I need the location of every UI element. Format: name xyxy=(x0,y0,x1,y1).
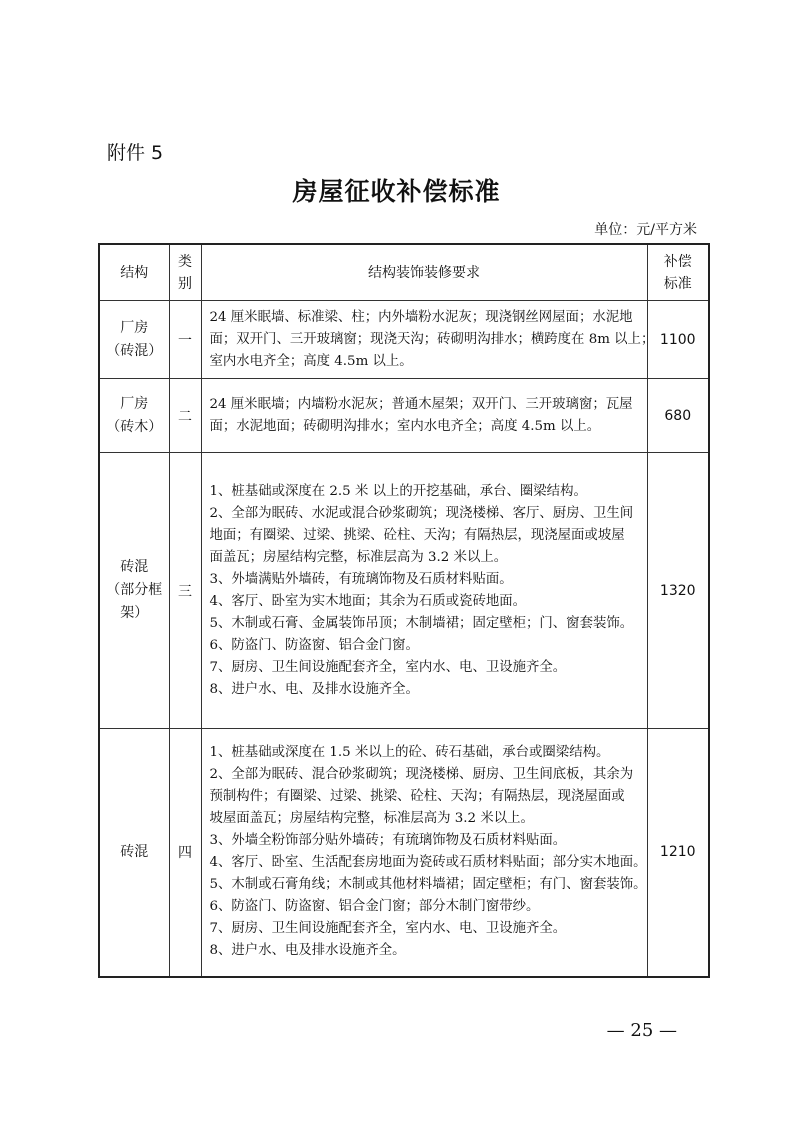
requirement-line: 面；水泥地面；砖砌明沟排水；室内水电齐全；高度 4.5m 以上。 xyxy=(209,418,601,434)
structure-line: 厂房 xyxy=(120,319,149,336)
compensation-table xyxy=(98,243,710,978)
header-category xyxy=(169,244,201,301)
structure-cell xyxy=(99,379,169,453)
requirement-line: 5、木制或石膏角线；木制或其他材料墙裙；固定壁柜；有门、窗套装饰。 xyxy=(209,877,647,893)
header-compensation-line: 标准 xyxy=(663,275,692,292)
requirement-line: 5、木制或石膏、金属装饰吊顶；木制墙裙；固定壁柜；门、窗套装饰。 xyxy=(209,615,634,631)
header-structure xyxy=(99,244,169,301)
header-compensation-line: 补偿 xyxy=(663,253,692,270)
structure-line: 架） xyxy=(120,605,149,621)
header-compensation xyxy=(647,244,709,301)
structure-line: （砖木） xyxy=(106,418,163,435)
requirement-line: 预制构件；有圈梁、过梁、挑梁、砼柱、天沟；有隔热层，现浇屋面或 xyxy=(209,789,625,805)
compensation-value: 680 xyxy=(647,379,709,453)
table-row xyxy=(99,379,709,453)
requirements-cell xyxy=(201,453,647,729)
structure-cell xyxy=(99,729,169,977)
structure-line: （砖混） xyxy=(106,342,163,359)
requirement-line: 4、客厅、卧室、生活配套房地面为瓷砖或石质材料贴面；部分实木地面。 xyxy=(209,855,647,871)
requirement-line: 面；双开门、三开玻璃窗；现浇天沟；砖砌明沟排水；横跨度在 8m 以上； xyxy=(209,331,655,347)
compensation-value: 1320 xyxy=(647,453,709,729)
requirement-line: 坡屋面盖瓦；房屋结构完整，标准层高为 3.2 米以上。 xyxy=(209,811,534,827)
requirement-line: 6、防盗门、防盗窗、铝合金门窗。 xyxy=(209,637,419,653)
requirement-line: 7、厨房、卫生间设施配套齐全，室内水、电、卫设施齐全。 xyxy=(209,921,567,937)
header-category-line: 别 xyxy=(178,275,192,292)
structure-line: 砖混 xyxy=(120,559,149,575)
header-requirements-line: 结构装饰装修要求 xyxy=(368,264,480,281)
requirement-line: 4、客厅、卧室为实木地面；其余为石质或瓷砖地面。 xyxy=(209,593,527,609)
category-cell: 二 xyxy=(169,379,201,453)
requirement-line: 室内水电齐全；高度 4.5m 以上。 xyxy=(209,353,413,369)
requirement-line: 面盖瓦；房屋结构完整，标准层高为 3.2 米以上。 xyxy=(209,549,508,565)
requirement-line: 2、全部为眠砖、水泥或混合砂浆砌筑；现浇楼梯、客厅、厨房、卫生间 xyxy=(209,505,634,521)
requirement-line: 6、防盗门、防盗窗、铝合金门窗；部分木制门窗带纱。 xyxy=(209,899,540,915)
requirement-line: 1、桩基础或深度在 1.5 米以上的砼、砖石基础，承台或圈梁结构。 xyxy=(209,745,610,761)
requirement-line: 7、厨房、卫生间设施配套齐全，室内水、电、卫设施齐全。 xyxy=(209,659,567,675)
compensation-value: 1100 xyxy=(647,301,709,379)
attachment-label: 附件 5 xyxy=(107,142,164,164)
requirements-cell xyxy=(201,729,647,977)
requirement-line: 8、进户水、电、及排水设施齐全。 xyxy=(209,681,419,697)
category-cell: 一 xyxy=(169,301,201,379)
category-cell: 三 xyxy=(169,453,201,729)
header-category-line: 类 xyxy=(178,253,192,270)
structure-cell xyxy=(99,453,169,729)
requirement-line: 2、全部为眠砖、混合砂浆砌筑；现浇楼梯、厨房、卫生间底板，其余为 xyxy=(209,767,634,783)
structure-line: 厂房 xyxy=(120,395,149,412)
table-row xyxy=(99,301,709,379)
category-cell: 四 xyxy=(169,729,201,977)
table-header-row xyxy=(99,244,709,301)
table-row xyxy=(99,453,709,729)
requirement-line: 3、外墙全粉饰部分贴外墙砖；有琉璃饰物及石质材料贴面。 xyxy=(209,833,567,849)
structure-line: （部分框 xyxy=(106,582,163,598)
header-structure-line: 结构 xyxy=(120,264,149,281)
requirement-line: 3、外墙满贴外墙砖，有琉璃饰物及石质材料贴面。 xyxy=(209,571,513,587)
requirement-line: 8、进户水、电及排水设施齐全。 xyxy=(209,943,406,959)
page-number: — 25 — xyxy=(606,1020,677,1041)
structure-line: 砖混 xyxy=(120,843,149,860)
requirement-line: 24 厘米眠墙、标准梁、柱；内外墙粉水泥灰；现浇钢丝网屋面；水泥地 xyxy=(209,309,633,325)
structure-cell xyxy=(99,301,169,379)
header-requirements xyxy=(201,244,647,301)
requirements-cell xyxy=(201,301,655,379)
requirement-line: 1、桩基础或深度在 2.5 米 以上的开挖基础，承台、圈梁结构。 xyxy=(209,483,587,499)
requirement-line: 地面；有圈梁、过梁、挑梁、砼柱、天沟；有隔热层，现浇屋面或坡屋 xyxy=(209,527,625,543)
unit-label: 单位：元/平方米 xyxy=(594,222,697,238)
table-row xyxy=(99,729,709,977)
compensation-value: 1210 xyxy=(647,729,709,977)
requirement-line: 24 厘米眠墙；内墙粉水泥灰；普通木屋架；双开门、三开玻璃窗；瓦屋 xyxy=(209,396,633,412)
document-title: 房屋征收补偿标准 xyxy=(292,177,501,206)
requirements-cell xyxy=(201,379,647,453)
